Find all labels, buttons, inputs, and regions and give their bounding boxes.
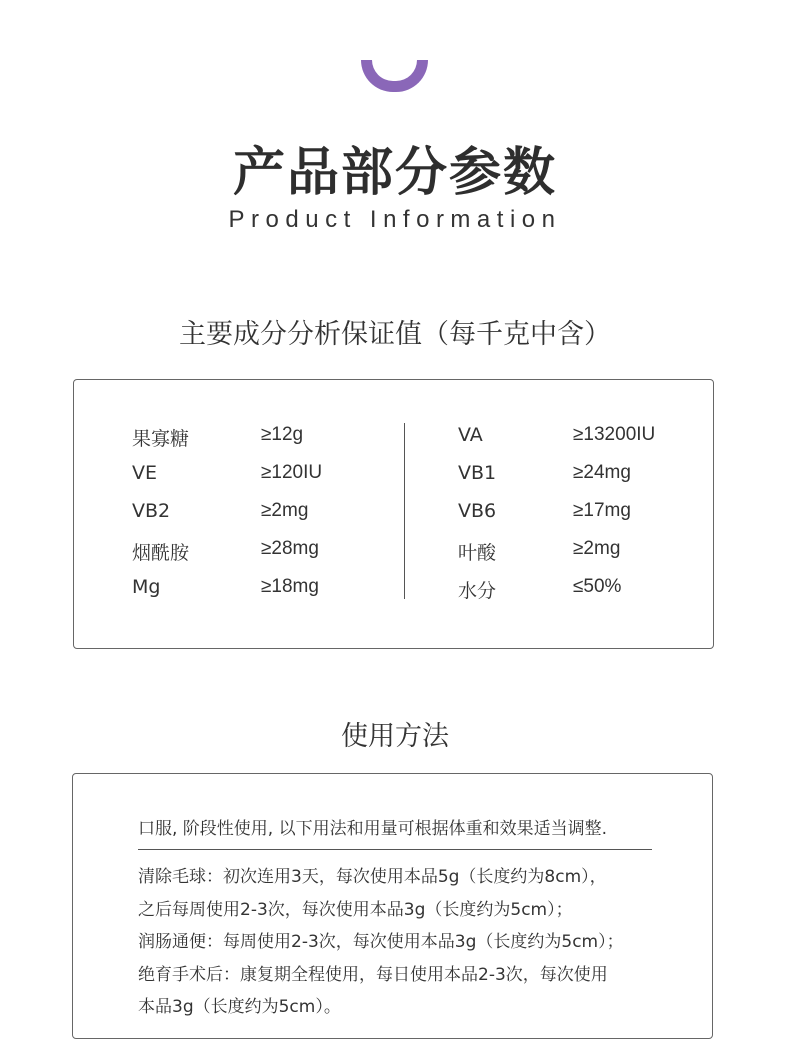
usage-line: 润肠通便：每周使用2-3次，每次使用本品3g（长度约为5cm）； [138,932,624,952]
ingredient-name: 果寡糖 [132,428,190,450]
usage-heading: 使用方法 [341,721,449,752]
ingredient-name: VB2 [132,500,171,522]
ingredients-heading: 主要成分分析保证值（每千克中含） [179,319,611,350]
usage-instructions [138,862,678,1025]
page-title: 产品部分参数 [232,143,557,203]
ingredient-name: 烟酰胺 [132,542,190,564]
ingredient-name: 水分 [458,580,497,602]
ingredient-name: VB1 [458,462,497,484]
ingredient-name: 叶酸 [458,542,497,564]
ingredient-value: ≥13200IU [573,424,656,445]
usage-line: 之后每周使用2-3次，每次使用本品3g（长度约为5cm）； [138,899,573,920]
usage-line: 清除毛球：初次连用3天，每次使用本品5g（长度约为8cm）， [138,867,607,887]
ingredient-name: VE [132,462,158,484]
ingredient-value: ≥17mg [573,500,631,521]
usage-line: 本品3g（长度约为5cm）。 [138,997,341,1017]
ingredient-value: ≥2mg [261,500,309,521]
ingredient-name: VB6 [458,500,497,522]
page-subtitle: Product Information [228,206,562,233]
usage-panel [72,773,713,1039]
ingredient-value: ≥24mg [573,462,631,483]
ingredient-name: Mg [132,576,161,598]
column-divider [404,423,405,599]
ingredient-value: ≥120IU [261,462,323,483]
usage-lead-text: 口服, 阶段性使用, 以下用法和用量可根据体重和效果适当调整. [138,814,652,850]
decorative-arc-icon [361,60,428,92]
ingredient-value: ≥18mg [261,576,319,597]
ingredient-value: ≤50% [573,576,622,597]
ingredient-value: ≥12g [261,424,304,445]
usage-line: 绝育手术后：康复期全程使用，每日使用本品2-3次，每次使用 [138,964,608,985]
ingredients-panel [73,379,714,649]
ingredient-value: ≥2mg [573,538,621,559]
ingredient-value: ≥28mg [261,538,319,559]
ingredient-name: VA [458,424,483,446]
